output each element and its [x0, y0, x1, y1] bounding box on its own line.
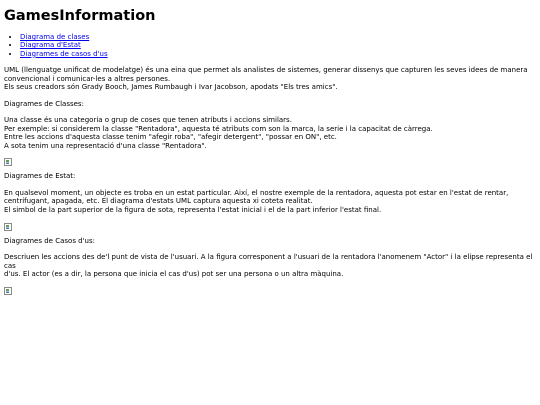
intro-line-1: UML (llenguatge unificat de modelatge) és una eina que permet als analistes de sistemes, generar dissenys que capturen les seves idees de manera — [4, 66, 528, 75]
page-title: GamesInformation — [4, 8, 156, 24]
estat-line-1: En qualsevol moment, un objecte es troba en un estat particular. Així, el nostre exemple de la rentadora, aquesta pot estar en l'estat de rentar, — [4, 189, 509, 198]
nav-item-clases — [20, 33, 534, 41]
casos-section — [4, 253, 534, 278]
casos-heading: Diagrames de Casos d'us: — [4, 236, 95, 245]
estat-line-3: El simbol de la part superior de la figura de sota, representa l'estat inicial i el de la part inferior l'estat final. — [4, 205, 382, 214]
nav-item-estat — [20, 41, 534, 49]
nav-list — [4, 33, 534, 58]
classes-section — [4, 116, 534, 150]
casos-line-2: d'us. El actor (es a dir, la persona que inicia el cas d'us) pot ser una persona o un altra màquina. — [4, 270, 344, 279]
estat-section — [4, 189, 534, 214]
broken-image-icon — [4, 287, 12, 295]
broken-image-icon — [4, 158, 12, 166]
classes-line-3: Entre les accions d'aquesta classe tenim "afegir roba", "afegir detergent", "possar en ON", etc. — [4, 133, 337, 142]
classes-line-2: Per exemple: si considerem la classe "Rentadora", aquesta té atributs com son la marca, la serie i la capacitat de càrrega. — [4, 124, 433, 133]
nav-item-casos — [20, 50, 534, 58]
classes-line-1: Una classe és una categoria o grup de coses que tenen atributs i accions similars. — [4, 116, 292, 125]
broken-image-icon — [4, 223, 12, 231]
link-diagrama-estat[interactable]: Diagrama d'Estat — [20, 41, 81, 50]
link-diagrames-casos-us[interactable]: Diagrames de casos d'us — [20, 49, 108, 58]
classes-line-4: A sota tenim una representació d'una classe "Rentadora". — [4, 141, 207, 150]
estat-heading: Diagrames de Estat: — [4, 172, 76, 181]
casos-line-1: Descriuen les accions des de'l punt de vista de l'usuari. A la figura corresponent a l'usuari de la rentadora l'anomenem "Actor" i la elipse representa el cas — [4, 253, 533, 270]
intro-line-3: Els seus creadors són Grady Booch, James Rumbaugh i Ivar Jacobson, apodats "Els tres amics". — [4, 83, 338, 92]
classes-heading: Diagrames de Classes: — [4, 99, 84, 108]
intro-line-2: convencional i comunicar-les a altres persones. — [4, 74, 171, 83]
link-diagrama-clases[interactable]: Diagrama de clases — [20, 33, 90, 41]
estat-line-2: centrifugant, apagada, etc. El diagrama d'estats UML captura aquesta xi coteta realitat. — [4, 197, 313, 206]
intro-section — [4, 66, 534, 91]
